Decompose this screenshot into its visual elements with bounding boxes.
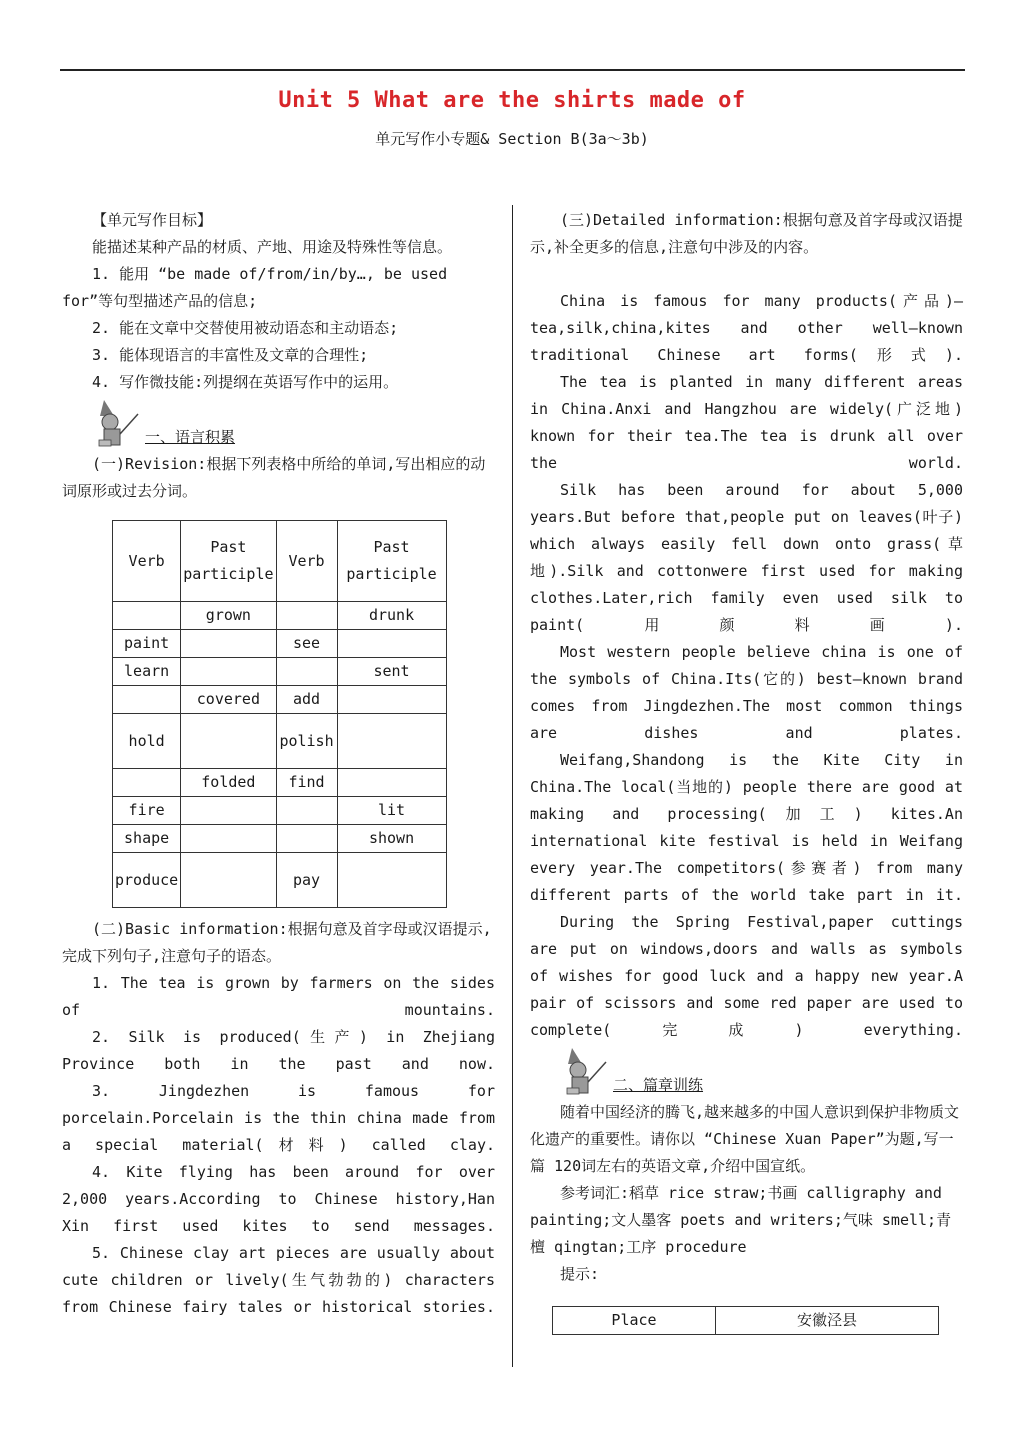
writing-task: 随着中国经济的腾飞,越来越多的中国人意识到保护非物质文化遗产的重要性。请你以 “Chinese Xuan Paper”为题,写一篇 120词左右的英语文章,介绍中国宣纸。 bbox=[530, 1103, 960, 1175]
table-cell: grown bbox=[181, 602, 276, 630]
hint-label: 提示: bbox=[560, 1265, 600, 1283]
table-cell bbox=[276, 797, 337, 825]
table-cell: folded bbox=[181, 769, 276, 797]
table-cell bbox=[276, 825, 337, 853]
table-header-cell: Verb bbox=[113, 521, 181, 602]
table-row bbox=[113, 658, 447, 686]
table-row bbox=[113, 797, 447, 825]
table-cell: hold bbox=[113, 714, 181, 769]
passage-paragraph: The tea is planted in many different areas in China.Anxi and Hangzhou are widely(广泛地) known for their tea.The tea is drunk all over the world. bbox=[530, 373, 963, 472]
table-cell bbox=[113, 769, 181, 797]
basic-instruction: (二)Basic information:根据句意及首字母或汉语提示,完成下列句子,注意句子的语态。 bbox=[62, 920, 492, 965]
revision-table bbox=[112, 520, 447, 908]
table-cell: learn bbox=[113, 658, 181, 686]
table-row bbox=[113, 630, 447, 658]
detail-instruction: (三)Detailed information:根据句意及首字母或汉语提示,补全更多的信息,注意句中涉及的内容。 bbox=[530, 211, 963, 256]
passage-paragraph: During the Spring Festival,paper cuttings are put on windows,doors and walls as symbols of wishes for good luck and a happy new year.A pair of scissors and some red paper are used to complete(完成) everything. bbox=[530, 913, 963, 1039]
top-rule bbox=[60, 69, 965, 71]
reference-vocab: 参考词汇:稻草 rice straw;书画 calligraphy and painting;文人墨客 poets and writers;气味 smell;青檀 qingtan;工序 procedure bbox=[530, 1184, 952, 1256]
outline-table bbox=[552, 1306, 939, 1335]
table-cell: shape bbox=[113, 825, 181, 853]
goal-item: 4. 写作微技能:列提纲在英语写作中的运用。 bbox=[92, 373, 399, 391]
table-cell bbox=[337, 853, 446, 908]
cartoon-teacher-icon bbox=[564, 1044, 608, 1096]
table-cell: Place bbox=[553, 1307, 716, 1335]
table-cell: find bbox=[276, 769, 337, 797]
table-cell bbox=[181, 853, 276, 908]
table-cell bbox=[276, 658, 337, 686]
page-subtitle: 单元写作小专题& Section B(3a～3b) bbox=[375, 130, 649, 148]
table-cell: covered bbox=[181, 686, 276, 714]
table-cell: produce bbox=[113, 853, 181, 908]
goal-item: 3. 能体现语言的丰富性及文章的合理性; bbox=[92, 346, 369, 364]
table-cell bbox=[113, 686, 181, 714]
table-cell bbox=[181, 797, 276, 825]
section-heading-row bbox=[62, 396, 495, 451]
table-header-cell: Past participle bbox=[337, 521, 446, 602]
table-cell: sent bbox=[337, 658, 446, 686]
table-cell bbox=[337, 769, 446, 797]
table-cell bbox=[276, 602, 337, 630]
passage-paragraph: China is famous for many products(产品)—tea,silk,china,kites and other well—known traditional Chinese art forms(形式). bbox=[530, 292, 963, 364]
table-cell bbox=[337, 630, 446, 658]
passage-paragraph: Weifang,Shandong is the Kite City in China.The local(当地的) people there are good at making and processing(加工) kites.An international kite festival is held in Weifang every year.The competitors(参赛者) from many different parts of the world take part in it. bbox=[530, 751, 963, 904]
passage-paragraph: Most western people believe china is one of the symbols of China.Its(它的) best—known brand comes from Jingdezhen.The most common things are dishes and plates. bbox=[530, 643, 963, 742]
sentence-item: 4. Kite flying has been around for over 2,000 years.According to Chinese history,Han Xin first used kites to send messages. bbox=[62, 1163, 495, 1235]
goal-heading: 【单元写作目标】 bbox=[92, 211, 213, 229]
table-cell bbox=[181, 658, 276, 686]
table-cell bbox=[337, 686, 446, 714]
table-cell: lit bbox=[337, 797, 446, 825]
table-cell bbox=[181, 714, 276, 769]
table-cell bbox=[181, 825, 276, 853]
right-column bbox=[530, 207, 963, 1335]
goal-intro: 能描述某种产品的材质、产地、用途及特殊性等信息。 bbox=[92, 238, 453, 256]
goal-item: 2. 能在文章中交替使用被动语态和主动语态; bbox=[92, 319, 399, 337]
table-cell: shown bbox=[337, 825, 446, 853]
section-heading: 二、篇章训练 bbox=[613, 1076, 704, 1094]
table-cell: pay bbox=[276, 853, 337, 908]
table-cell bbox=[113, 602, 181, 630]
table-header-cell: Past participle bbox=[181, 521, 276, 602]
section-heading: 一、语言积累 bbox=[145, 428, 236, 446]
goal-item: 1. 能用 “be made of/from/in/by…, be used for”等句型描述产品的信息; bbox=[62, 265, 448, 310]
outline-table-wrap bbox=[552, 1306, 963, 1335]
table-row bbox=[113, 602, 447, 630]
revision-instruction: (一)Revision:根据下列表格中所给的单词,写出相应的动词原形或过去分词。 bbox=[62, 455, 486, 500]
table-cell: add bbox=[276, 686, 337, 714]
table-header-cell: Verb bbox=[276, 521, 337, 602]
sentence-item: 5. Chinese clay art pieces are usually about cute children or lively(生气勃勃的) characters from Chinese fairy tales or historical stories. bbox=[62, 1244, 495, 1316]
table-cell: paint bbox=[113, 630, 181, 658]
section-heading-row bbox=[530, 1044, 963, 1099]
passage-paragraph: Silk has been around for about 5,000 years.But before that,people put on leaves(叶子) which always easily fell down onto grass(草地).Silk and cottonwere first used for making clothes.Later,rich family even used silk to paint(用颜料画). bbox=[530, 481, 963, 634]
table-row bbox=[113, 769, 447, 797]
table-cell: fire bbox=[113, 797, 181, 825]
table-cell: see bbox=[276, 630, 337, 658]
table-header-row bbox=[113, 521, 447, 602]
sentence-item: 3. Jingdezhen is famous for porcelain.Porcelain is the thin china made from a special material(材料) called clay. bbox=[62, 1082, 495, 1154]
table-row bbox=[553, 1307, 939, 1335]
cartoon-teacher-icon bbox=[96, 396, 140, 448]
table-row bbox=[113, 825, 447, 853]
left-column bbox=[62, 207, 495, 1321]
revision-table-wrap bbox=[112, 520, 495, 908]
table-row bbox=[113, 853, 447, 908]
sentence-item: 1. The tea is grown by farmers on the sides of mountains. bbox=[62, 974, 495, 1019]
table-cell bbox=[337, 714, 446, 769]
table-cell: drunk bbox=[337, 602, 446, 630]
table-cell bbox=[181, 630, 276, 658]
column-divider bbox=[512, 205, 513, 1367]
table-cell: polish bbox=[276, 714, 337, 769]
table-row bbox=[113, 714, 447, 769]
sentence-item: 2. Silk is produced(生产) in Zhejiang Province both in the past and now. bbox=[62, 1028, 495, 1073]
table-cell: 安徽泾县 bbox=[716, 1307, 939, 1335]
table-row bbox=[113, 686, 447, 714]
page-title: Unit 5 What are the shirts made of bbox=[278, 88, 746, 113]
